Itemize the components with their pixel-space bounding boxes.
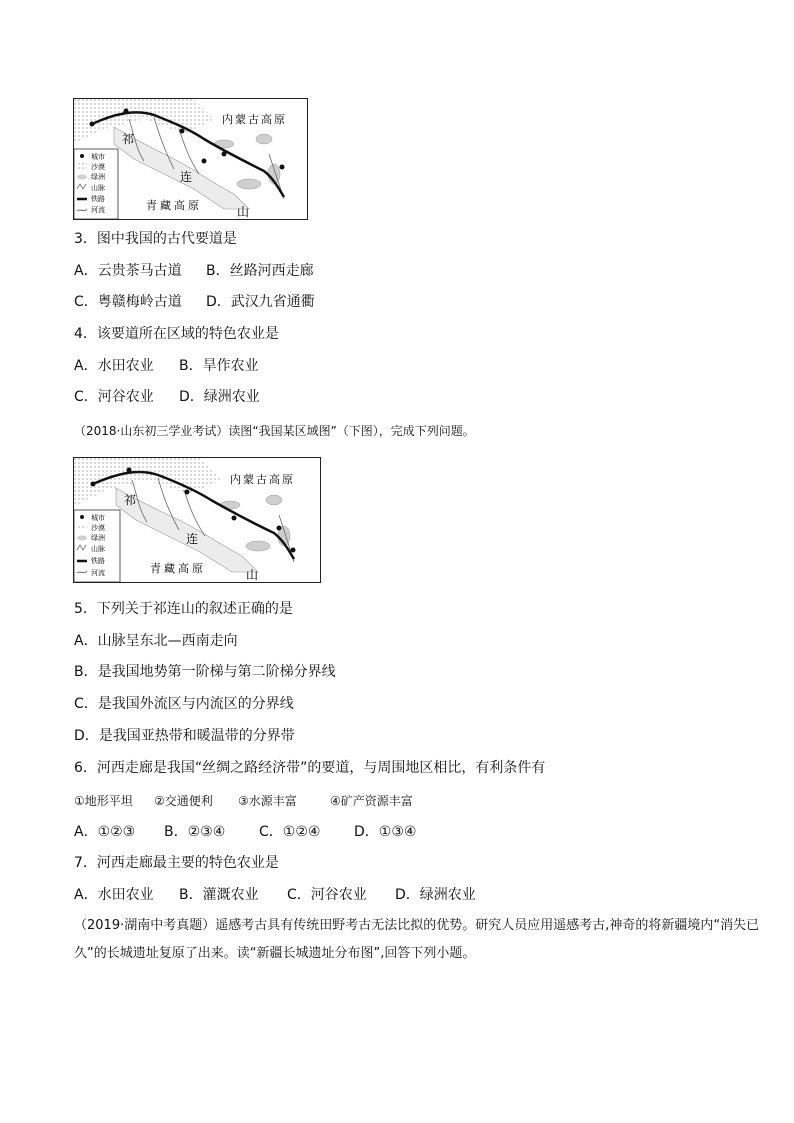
plateau-north-label: 内蒙古高原 xyxy=(230,473,295,486)
legend-oasis: 绿洲 xyxy=(91,173,105,181)
section-intro-2018: （2018·山东初三学业考试）读图“我国某区域图”（下图），完成下列问题。 xyxy=(74,424,475,438)
q7-stem: 7．河西走廊最主要的特色农业是 xyxy=(74,855,279,871)
legend-desert: 沙漠 xyxy=(91,163,105,171)
q4-option-a[interactable]: A．水田农业 xyxy=(74,358,154,374)
plateau-north-label: 内蒙古高原 xyxy=(222,113,287,126)
legend-desert: 沙漠 xyxy=(91,524,105,532)
q6-conditions xyxy=(74,791,413,811)
q6-stem: 6．河西走廊是我国“丝绸之路经济带”的要道，与周围地区相比，有利条件有 xyxy=(74,760,546,776)
q6-condition-1: ①地形平坦 xyxy=(74,794,133,808)
plateau-south-label: 青藏高原 xyxy=(150,562,206,575)
map-legend xyxy=(74,149,118,219)
q4-option-b[interactable]: B．旱作农业 xyxy=(179,358,259,374)
q3-option-a[interactable]: A．云贵茶马古道 xyxy=(74,263,182,279)
q3-options-row1 xyxy=(74,261,314,281)
legend-city: 城市 xyxy=(91,514,105,522)
q6-options xyxy=(74,822,416,842)
q5-option-b[interactable]: B．是我国地势第一阶梯与第二阶梯分界线 xyxy=(74,664,336,680)
plateau-south-label: 青藏高原 xyxy=(146,199,202,212)
legend-railway: 铁路 xyxy=(91,195,105,203)
mountain-range xyxy=(116,488,258,572)
q6-option-d[interactable]: D．①③④ xyxy=(354,824,417,840)
legend-river: 河流 xyxy=(91,569,105,577)
q7-option-d[interactable]: D．绿洲农业 xyxy=(395,887,476,903)
legend-mountain: 山脉 xyxy=(91,184,105,192)
region-map-1 xyxy=(73,98,308,220)
q6-option-b[interactable]: B．②③④ xyxy=(164,824,226,840)
legend-mountain: 山脉 xyxy=(91,545,105,553)
q6-condition-2: ②交通便利 xyxy=(154,794,213,808)
q5-option-a[interactable]: A．山脉呈东北—西南走向 xyxy=(74,633,238,649)
q3-option-c[interactable]: C．粤赣梅岭古道 xyxy=(74,294,182,310)
mountain-char-2: 连 xyxy=(186,532,199,546)
q6-option-c[interactable]: C．①②④ xyxy=(259,824,321,840)
mountain-char-1: 祁 xyxy=(122,132,135,146)
region-map-2 xyxy=(73,457,321,583)
mountain-char-2: 连 xyxy=(180,170,193,184)
legend-oasis: 绿洲 xyxy=(91,534,105,542)
legend-city: 城市 xyxy=(91,153,105,161)
mountain-range xyxy=(114,127,249,209)
q3-option-d[interactable]: D．武汉九省通衢 xyxy=(206,294,315,310)
mountain-char-3: 山 xyxy=(246,568,259,582)
q6-option-a[interactable]: A．①②③ xyxy=(74,824,136,840)
q6-condition-4: ④矿产资源丰富 xyxy=(330,794,413,808)
q3-options-row2 xyxy=(74,292,315,312)
q7-option-b[interactable]: B．灌溉农业 xyxy=(179,887,259,903)
q4-stem: 4．该要道所在区域的特色农业是 xyxy=(74,326,279,342)
q7-option-c[interactable]: C．河谷农业 xyxy=(287,887,367,903)
q3-stem: 3．图中我国的古代要道是 xyxy=(74,231,237,247)
q5-option-c[interactable]: C．是我国外流区与内流区的分界线 xyxy=(74,696,294,712)
q6-condition-3: ③水源丰富 xyxy=(238,794,297,808)
section-intro-2019: （2019·湖南中考真题）遥感考古具有传统田野考古无法比拟的优势。研究人员应用遥感考古,神奇的将新疆境内“消失已久”的长城遗址复原了出来。读“新疆长城遗址分布图”,回答下列小题。 xyxy=(74,918,760,961)
q3-option-b[interactable]: B．丝路河西走廊 xyxy=(206,263,314,279)
q4-option-c[interactable]: C．河谷农业 xyxy=(74,389,154,405)
q4-options-row1 xyxy=(74,356,259,376)
legend-river: 河流 xyxy=(91,206,105,214)
mountain-char-1: 祁 xyxy=(124,493,137,507)
legend-railway: 铁路 xyxy=(91,557,105,565)
mountain-char-3: 山 xyxy=(237,205,250,219)
q4-options-row2 xyxy=(74,387,260,407)
q7-option-a[interactable]: A．水田农业 xyxy=(74,887,154,903)
q5-option-d[interactable]: D．是我国亚热带和暖温带的分界带 xyxy=(74,728,295,744)
q4-option-d[interactable]: D．绿洲农业 xyxy=(179,389,260,405)
q5-stem: 5．下列关于祁连山的叙述正确的是 xyxy=(74,601,293,617)
q7-options xyxy=(74,885,476,905)
map-legend xyxy=(74,510,120,582)
